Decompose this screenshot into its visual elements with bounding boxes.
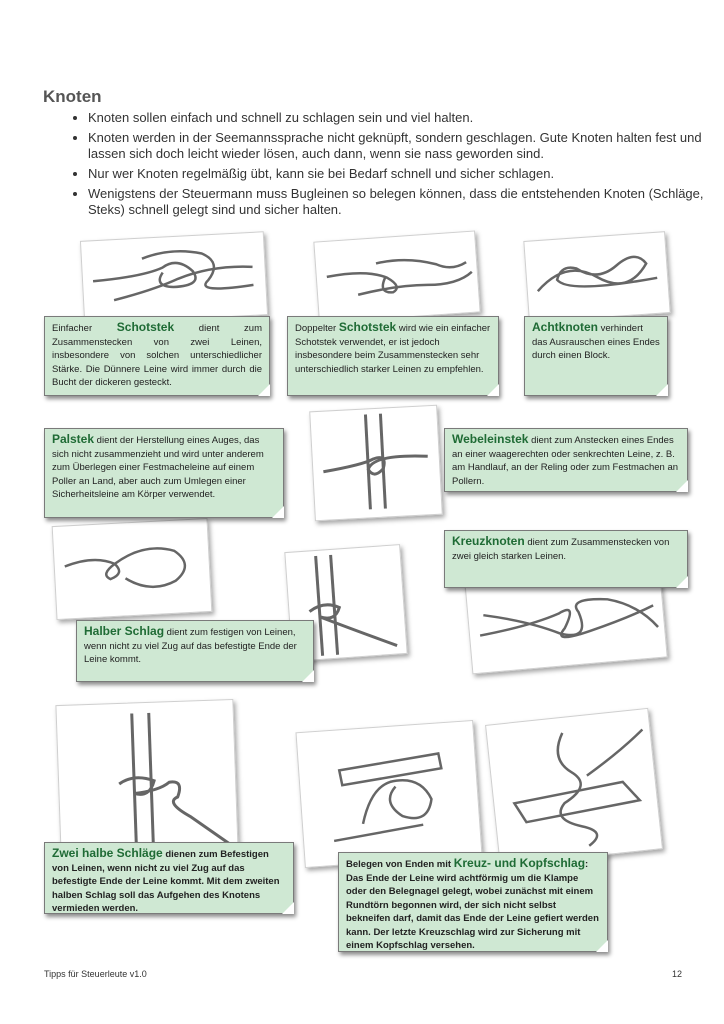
note-text: Doppelter bbox=[295, 323, 339, 334]
note-keyword: Achtknoten bbox=[532, 320, 598, 334]
note-text: wird wie ein einfacher Schotstek verwendet, er ist jedoch insbesondere beim Zusammenstecken sehr unterschiedlich starker Leinen zu empfehlen. bbox=[295, 323, 491, 375]
note-text: dient zum festigen von Leinen, wenn nicht zu viel Zug auf das befestigte Ende der Leine kommt. bbox=[84, 627, 297, 665]
list-item: • Knoten werden in der Seemannssprache nicht geknüpft, sondern geschlagen. Gute Knoten halten fest und lassen sich doch leicht wieder lösen, auch dann, wenn sie nass geworden sind. bbox=[88, 130, 724, 162]
page-curl bbox=[272, 506, 284, 518]
page-curl bbox=[596, 940, 608, 952]
note-achtknoten bbox=[524, 316, 668, 396]
page-curl bbox=[302, 670, 314, 682]
note-keyword: Webeleinstek bbox=[452, 432, 529, 446]
note-text: dient der Herstellung eines Auges, das sich nicht zusammenzieht und wird unter anderem zum Überlegen einer Festmacheleine auf einem Poller an Land, aber auch zum Umlegen einer Sicherheitsleine am Körper verwendet. bbox=[52, 435, 264, 500]
achtknoten-image bbox=[523, 231, 670, 323]
note-keyword: Halber Schlag bbox=[84, 624, 165, 638]
note-kreuzknoten bbox=[444, 530, 688, 588]
schotstek-image bbox=[80, 231, 268, 325]
klampe-image bbox=[295, 720, 482, 868]
page-curl bbox=[487, 384, 499, 396]
webeleinstek-image bbox=[309, 405, 443, 522]
page-curl bbox=[656, 384, 668, 396]
zwei-halbe-schlaege-image bbox=[55, 699, 238, 857]
bullet-list bbox=[60, 110, 724, 222]
note-text: dienen zum Befestigen von Leinen, wenn nicht zu viel Zug auf das befestigte Ende der Leine kommt. Mit dem zweiten halben Schlag soll das Aufgehen des Knotens vermieden werden. bbox=[52, 849, 280, 914]
note-text: dient zum Zusammenstecken von zwei gleich starken Leinen. bbox=[452, 537, 670, 562]
note-text: Das Ende der Leine wird achtförmig um die Klampe oder den Belegnagel gelegt, wobei zunächst mit einem Rundtörn begonnen wird, der sich nicht selbst bekneifen darf, damit das Ende der Leine gefiert werden kann. Der letzte Kreuzschlag wird zur Sicherung mit einem Kopfschlag versehen. bbox=[346, 872, 599, 951]
note-text: Einfacher bbox=[52, 323, 117, 334]
note-palstek bbox=[44, 428, 284, 518]
note-schotstek bbox=[44, 316, 270, 396]
palstek-image bbox=[52, 518, 213, 620]
note-keyword: Schotstek bbox=[338, 320, 397, 334]
note-belegen bbox=[338, 852, 608, 952]
note-keyword: Palstek bbox=[52, 432, 95, 446]
note-text: dient zum Anstecken eines Endes an einer waagerechten oder senkrechten Leine, z. B. am Handlauf, an der Reling oder zum Festmachen an Pollern. bbox=[452, 435, 679, 487]
note-text: verhindert das Ausrauschen eines Endes durch einen Block. bbox=[532, 323, 660, 361]
note-zwei-halbe-schlaege bbox=[44, 842, 294, 914]
page-curl bbox=[676, 576, 688, 588]
page-number: 12 bbox=[671, 969, 682, 979]
belegnagel-image bbox=[485, 708, 663, 866]
list-item: • Nur wer Knoten regelmäßig übt, kann sie bei Bedarf schnell und sicher schlagen. bbox=[88, 166, 724, 182]
footer-title: Tipps für Steuerleute v1.0 bbox=[44, 969, 147, 979]
page-title: Knoten bbox=[43, 87, 102, 106]
note-text: dient zum Zusammenstecken von zwei Leinen, insbesondere von solchen unterschiedlicher Stärke. Die Dünnere Leine wird immer durch die Bucht der dickeren gesteckt. bbox=[52, 323, 263, 388]
page-curl bbox=[258, 384, 270, 396]
note-keyword: Schotstek bbox=[116, 320, 175, 334]
note-keyword: Kreuzknoten bbox=[452, 534, 525, 548]
page-curl bbox=[676, 480, 688, 492]
note-doppelter-schotstek bbox=[287, 316, 499, 396]
note-webeleinstek bbox=[444, 428, 688, 492]
page-curl bbox=[282, 902, 294, 914]
list-item: • Wenigstens der Steuermann muss Bugleinen so belegen können, dass die entstehenden Knoten (Schläge, Steks) schnell gelegt sind und sicher halten. bbox=[88, 186, 724, 218]
note-text: Belegen von Enden mit bbox=[346, 859, 454, 870]
note-keyword: Zwei halbe Schläge bbox=[52, 846, 163, 860]
note-halber-schlag bbox=[76, 620, 314, 682]
doppelter-schotstek-image bbox=[313, 230, 480, 323]
note-keyword: Kreuz- und Kopfschlag bbox=[453, 856, 586, 870]
note-text: : bbox=[585, 859, 589, 870]
list-item: • Knoten sollen einfach und schnell zu schlagen sein und viel halten. bbox=[88, 110, 724, 126]
